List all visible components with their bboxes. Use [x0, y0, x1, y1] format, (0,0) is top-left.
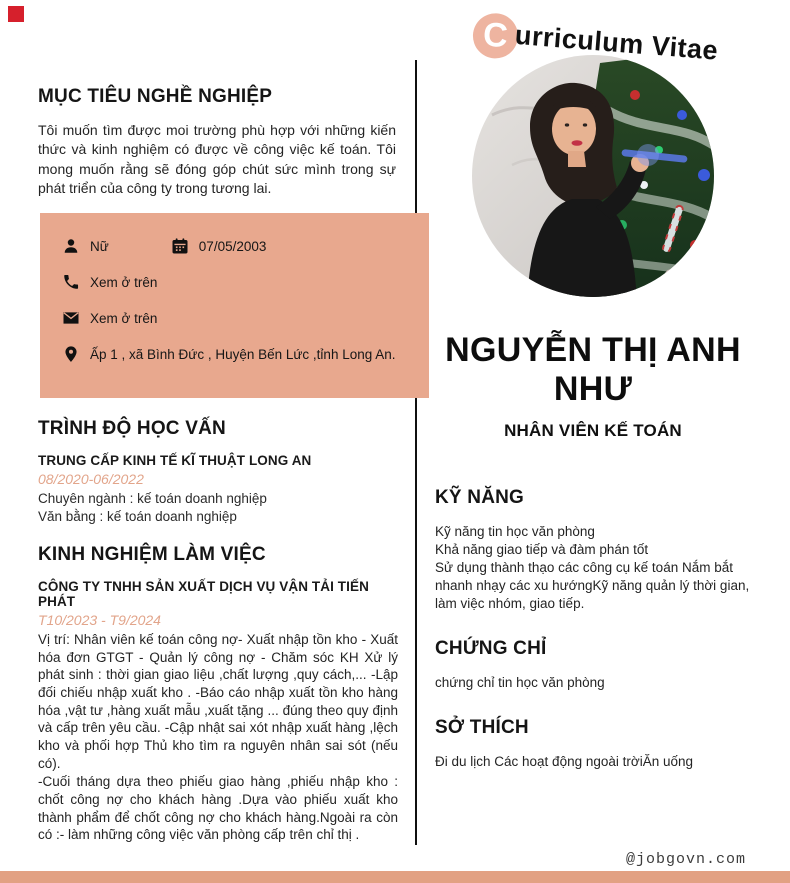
watermark-text: @jobgovn.com	[625, 851, 746, 868]
gender-value: Nữ	[90, 238, 109, 254]
skills-heading: KỸ NĂNG	[435, 487, 525, 508]
profile-name: NGUYỄN THỊ ANH NHƯ	[445, 331, 741, 408]
info-birthday	[171, 237, 267, 255]
logo-c-badge: C	[472, 12, 520, 60]
skill-item: Kỹ năng tin học văn phòng	[435, 524, 595, 539]
hobbies-body: Đi du lịch Các hoạt động ngoài trờiĂn uống	[435, 753, 694, 769]
education-major: Chuyên ngành : kế toán doanh nghiệp	[38, 491, 267, 506]
section-objective	[38, 86, 396, 198]
experience-description-2: -Cuối tháng dựa theo phiếu giao hàng ,phiếu nhập kho : chốt công nợ cho khách hàng .Dựa vào phiếu xuất kho thành phẩm để chốt công nợ cho khách hàng.Ngoài ra còn có :- làm những công việc văn phòng cấp trên chỉ thị .	[38, 774, 398, 843]
address-value: Ấp 1 , xã Bình Đức , Huyện Bến Lức ,tỉnh Long An.	[90, 346, 396, 362]
info-gender	[62, 237, 109, 255]
experience-company: CÔNG TY TNHH SẢN XUẤT DỊCH VỤ VẬN TẢI TIẾN PHÁT	[38, 579, 369, 609]
profile-job-title: NHÂN VIÊN KẾ TOÁN	[504, 420, 682, 440]
email-value: Xem ở trên	[90, 310, 158, 326]
bottom-accent-strip	[0, 871, 790, 883]
calendar-icon	[171, 237, 189, 255]
objective-heading: MỤC TIÊU NGHỀ NGHIỆP	[38, 86, 273, 107]
certificates-heading: CHỨNG CHỈ	[435, 637, 547, 659]
profile-photo	[472, 55, 714, 297]
phone-icon	[62, 273, 80, 291]
skill-item: Sử dụng thành thạo các công cụ kế toán Nắm bắt nhanh nhạy các xu hướngKỹ năng quản lý thời gian, làm việc nhóm, giao tiếp.	[435, 559, 750, 611]
info-phone	[62, 271, 413, 293]
phone-value: Xem ở trên	[90, 274, 158, 290]
experience-heading: KINH NGHIỆM LÀM VIỆC	[38, 544, 266, 565]
person-icon	[62, 237, 80, 255]
experience-description-1: Vị trí: Nhân viên kế toán công nợ- Xuất nhập tồn kho - Xuất hóa đơn GTGT - Quản lý công nợ - Chăm sóc KH Xử lý phát sinh : thời gian giao liệu ,chất lượng ,quy cách,... -Lập đối chiếu nhập xuất kho . -Báo cáo nhập xuất tồn kho hàng hóa ,vật tư ,hàng xuất mẫu ,xuất tặng ... đúng theo quy định và cấp trên yêu cầu. -Cập nhật sai xót nhập xuất hàng ,lệch kho và phối hợp Thủ kho tìm ra nguyên nhân sai sót (nếu có).	[38, 632, 398, 771]
education-heading: TRÌNH ĐỘ HỌC VẤN	[38, 418, 226, 439]
info-row-gender-birthday	[62, 235, 413, 257]
brand-red-square	[8, 6, 24, 22]
profile-photo-illustration	[472, 55, 714, 297]
section-experience	[38, 544, 398, 844]
education-degree: Văn bằng : kế toán doanh nghiệp	[38, 509, 237, 525]
column-divider	[415, 60, 417, 845]
experience-period: T10/2023 - T9/2024	[38, 612, 161, 628]
location-pin-icon	[62, 345, 80, 363]
profile-header	[420, 331, 766, 441]
skills-list	[435, 523, 763, 613]
envelope-icon	[62, 309, 80, 327]
right-column-sections	[435, 487, 763, 771]
education-school: TRUNG CẤP KINH TẾ KĨ THUẬT LONG AN	[38, 453, 312, 468]
hobbies-heading: SỞ THÍCH	[435, 716, 529, 738]
logo-text: urriculum Vitae	[513, 19, 720, 66]
section-education	[38, 418, 398, 526]
certificates-body: chứng chỉ tin học văn phòng	[435, 674, 605, 690]
personal-info-box	[40, 213, 429, 398]
education-period: 08/2020-06/2022	[38, 471, 144, 487]
skill-item: Khả năng giao tiếp và đàm phán tốt	[435, 541, 649, 557]
objective-body: Tôi muốn tìm được moi trường phù hợp với những kiến thức và kinh nghiệm có được về công việc kế toán. Tôi mong muốn rằng sẽ đóng góp chút sức mình trong sự phát triển của công ty trong tương lai.	[38, 122, 396, 196]
birthday-value: 07/05/2003	[198, 238, 267, 254]
info-address	[62, 343, 413, 365]
info-email	[62, 307, 413, 329]
